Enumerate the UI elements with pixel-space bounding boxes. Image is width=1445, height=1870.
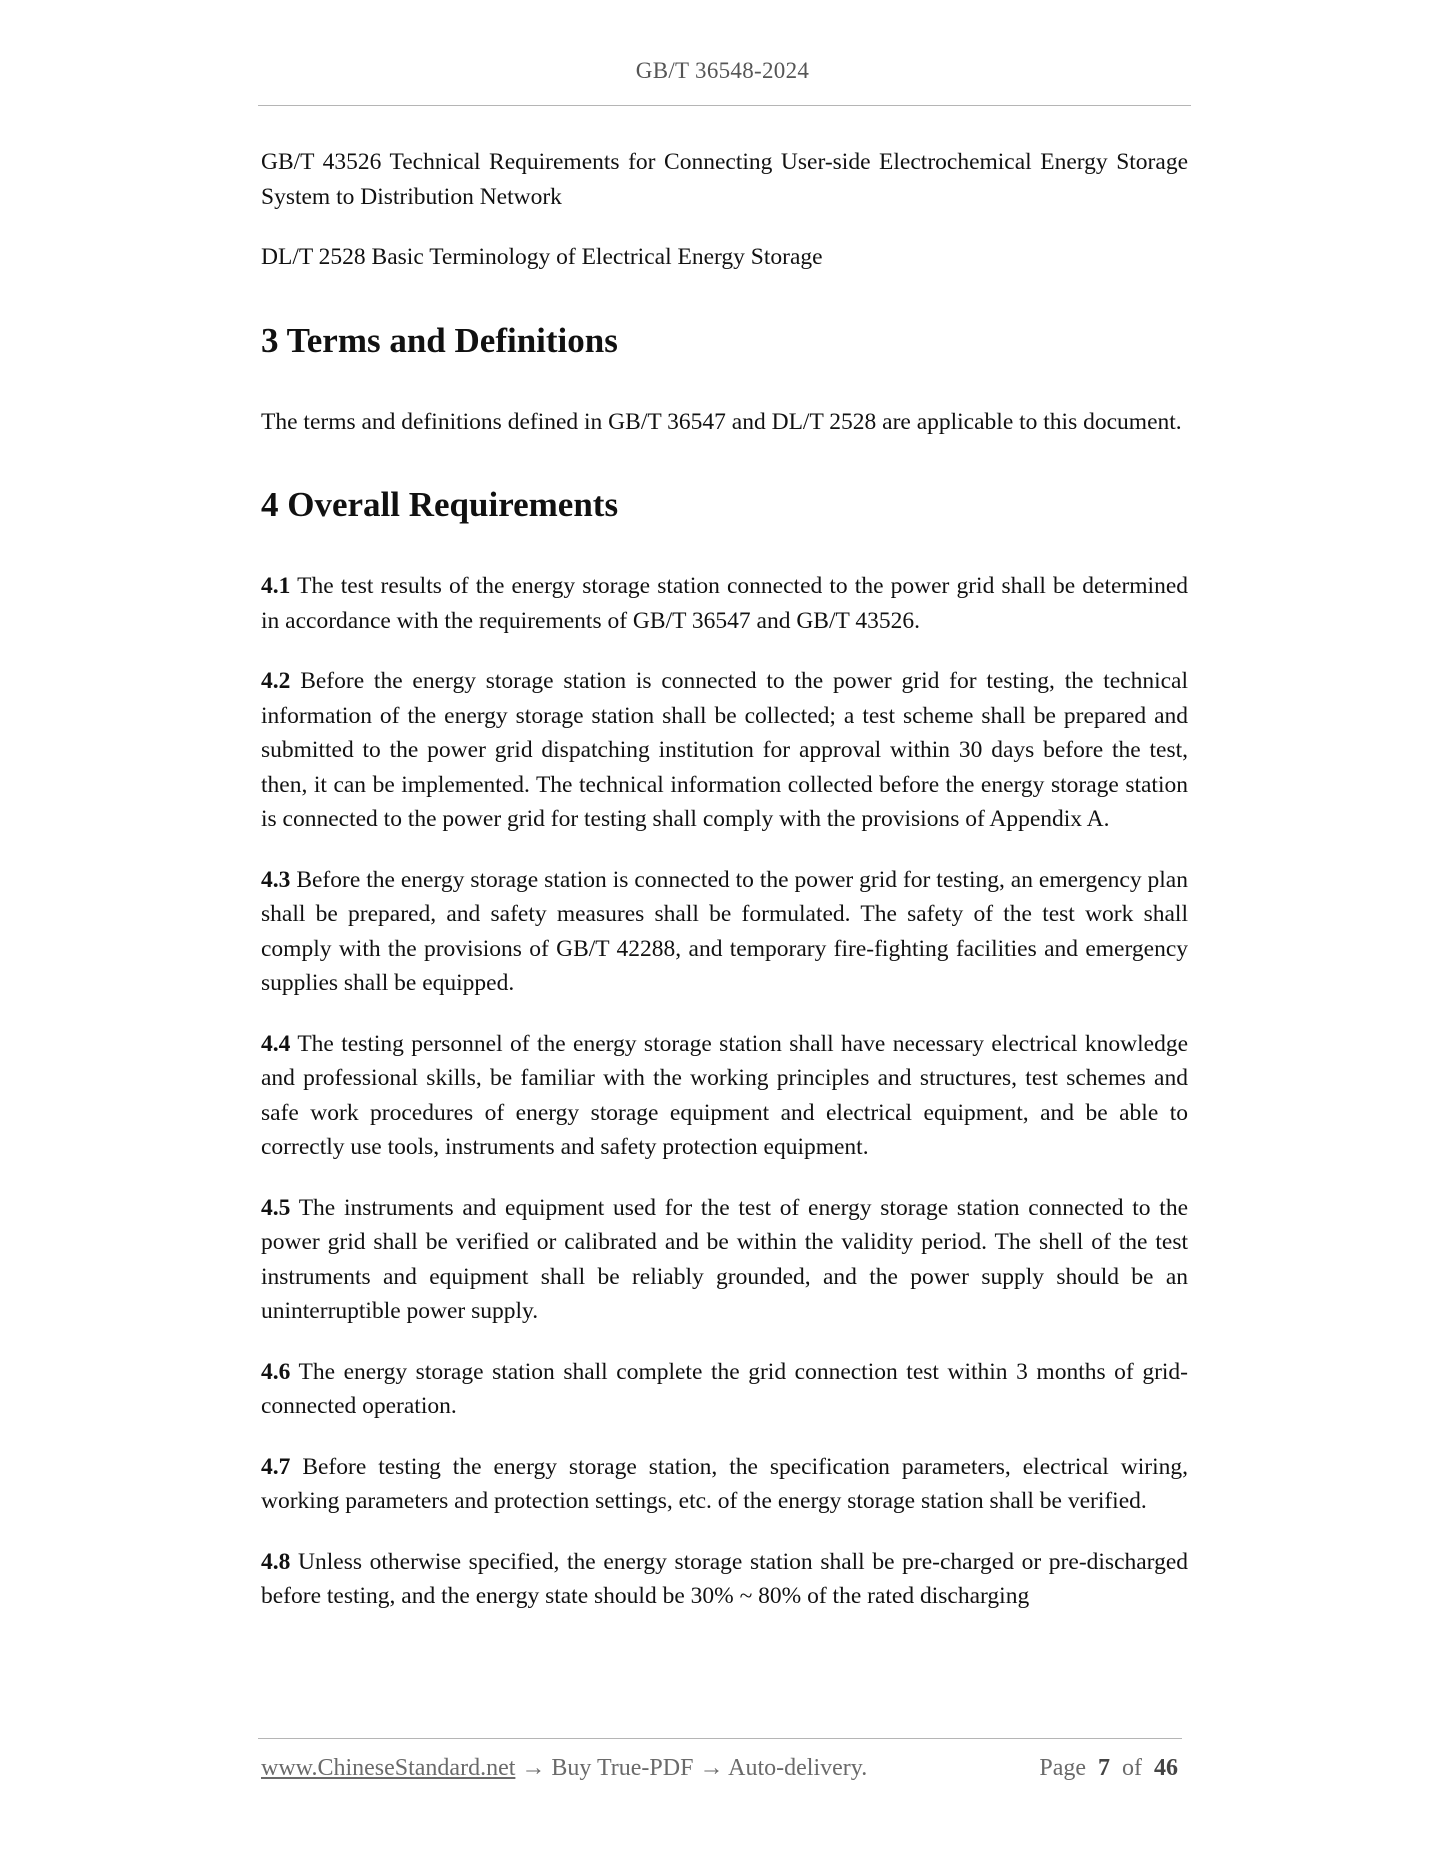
clause-4-7	[261, 1450, 1188, 1519]
reference-item: DL/T 2528 Basic Terminology of Electrical Energy Storage	[261, 244, 823, 270]
running-header: GB/T 36548-2024	[635, 58, 810, 83]
section-3-text: The terms and definitions defined in GB/T 36547 and DL/T 2528 are applicable to this document.	[261, 408, 1182, 435]
clause-number: 4.4	[261, 1030, 291, 1057]
footer-promo	[261, 1755, 867, 1782]
delivery-text: Auto-delivery.	[728, 1755, 868, 1781]
section-3-heading: 3 Terms and Definitions	[261, 320, 618, 360]
page-label: Page	[1039, 1755, 1086, 1781]
clause-number: 4.5	[261, 1194, 291, 1221]
clause-number: 4.6	[261, 1358, 291, 1385]
of-label: of	[1122, 1755, 1142, 1781]
arrow-right-icon: →	[521, 1755, 546, 1781]
clause-number: 4.8	[261, 1548, 291, 1575]
site-link[interactable]: www.ChineseStandard.net	[261, 1755, 516, 1781]
clause-number: 4.2	[261, 668, 291, 694]
footer-divider	[258, 1738, 1182, 1739]
clause-4-5	[261, 1191, 1188, 1329]
total-pages: 46	[1154, 1755, 1178, 1781]
page-number	[1039, 1755, 1178, 1782]
page-body	[261, 145, 1188, 1640]
clause-text: Unless otherwise specified, the energy storage station shall be pre-charged or pre-discharged before testing, and the energy state should be 30% ~ 80% of the rated discharging	[261, 1548, 1189, 1609]
clause-4-3	[261, 863, 1188, 1001]
clause-4-6	[261, 1355, 1188, 1424]
clause-number: 4.1	[261, 573, 291, 599]
clause-4-8	[261, 1545, 1188, 1614]
clause-4-2	[261, 664, 1188, 837]
arrow-right-icon: →	[699, 1755, 724, 1781]
clause-text: The testing personnel of the energy storage station shall have necessary electrical knowledge and professional skills, be familiar with the working principles and structures, test schemes and safe work procedures of energy storage equipment and electrical equipment, and be able to correctly use tools, instruments and safety protection equipment.	[261, 1030, 1188, 1160]
clause-text: Before the energy storage station is connected to the power grid for testing, an emergency plan shall be prepared, and safety measures shall be formulated. The safety of the test work shall comply with the provisions of GB/T 42288, and temporary fire-fighting facilities and emergency supplies shall be equipped.	[261, 866, 1188, 996]
reference-item: GB/T 43526 Technical Requirements for Connecting User-side Electrochemical Energy Storage System to Distribution Network	[261, 149, 1188, 210]
clause-4-4	[261, 1027, 1188, 1165]
clause-text: The test results of the energy storage station connected to the power grid shall be determined in accordance with the requirements of GB/T 36547 and GB/T 43526.	[261, 573, 1189, 634]
clause-4-1	[261, 569, 1188, 638]
clause-text: The instruments and equipment used for the test of energy storage station connected to the power grid shall be verified or calibrated and be within the validity period. The shell of the test instruments and equipment shall be reliably grounded, and the power supply should be an uninterruptible power supply.	[261, 1194, 1188, 1324]
clause-text: Before the energy storage station is connected to the power grid for testing, the technical information of the energy storage station shall be collected; a test scheme shall be prepared and submitted to the power grid dispatching institution for approval within 30 days before the test, then, it can be implemented. The technical information collected before the energy storage station is connected to the power grid for testing shall comply with the provisions of Appendix A.	[261, 668, 1189, 832]
current-page: 7	[1098, 1755, 1110, 1781]
section-4-heading: 4 Overall Requirements	[261, 485, 619, 524]
buy-text: Buy True-PDF	[551, 1755, 694, 1781]
clause-text: Before testing the energy storage station, the specification parameters, electrical wiring, working parameters and protection settings, etc. of the energy storage station shall be verified.	[261, 1453, 1189, 1514]
clause-number: 4.3	[261, 866, 291, 893]
header-divider	[258, 105, 1191, 106]
clause-number: 4.7	[261, 1453, 291, 1480]
clause-text: The energy storage station shall complete the grid connection test within 3 months of grid-connected operation.	[261, 1358, 1188, 1419]
